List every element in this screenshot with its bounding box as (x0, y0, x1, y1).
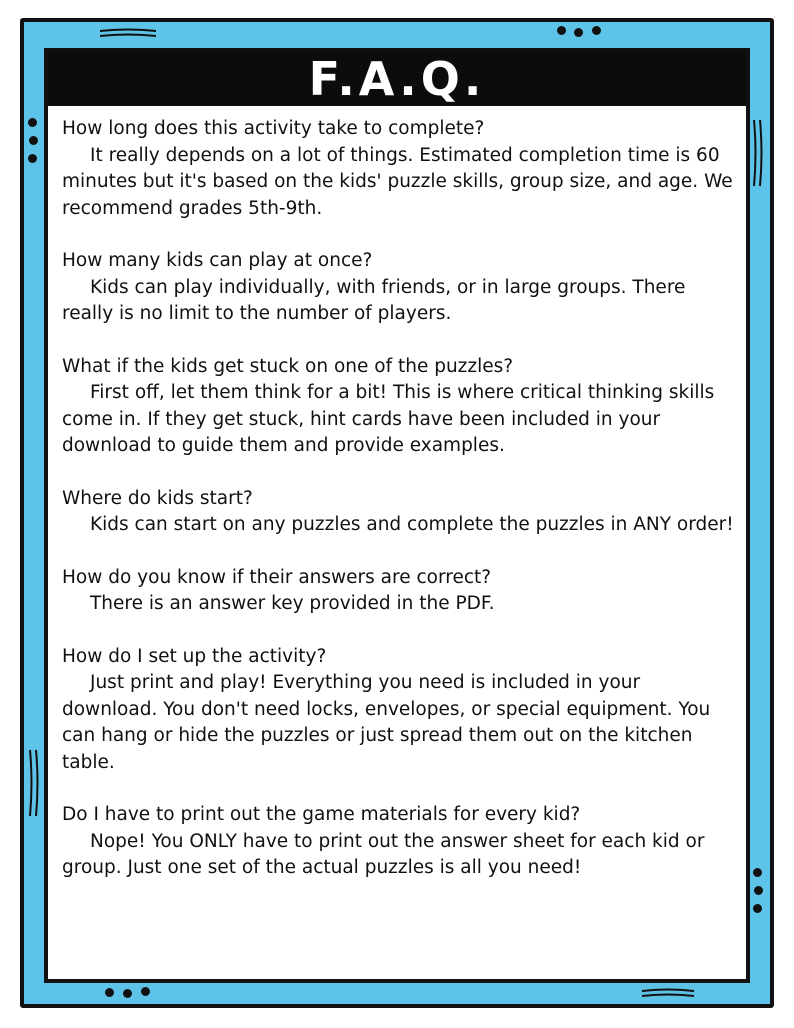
page-frame (20, 18, 774, 1008)
faq-list (62, 116, 736, 908)
squiggle-right (750, 118, 766, 188)
title-bar (48, 52, 746, 106)
squiggle-left (26, 748, 42, 818)
faq-item (62, 486, 736, 539)
faq-answer: Kids can start on any puzzles and complete the puzzles in ANY order! (90, 514, 734, 535)
faq-item (62, 354, 736, 460)
faq-item (62, 802, 736, 882)
faq-item (62, 565, 736, 618)
faq-question: How do you know if their answers are correct? (62, 566, 492, 588)
faq-answer: First off, let them think for a bit! This is where critical thinking skills come in. If they get stuck, hint cards have been included in your download to guide them and provide examples. (62, 382, 715, 456)
faq-answer: Kids can play individually, with friends, or in large groups. There really is no limit to the number of players. (62, 276, 686, 324)
faq-answer: There is an answer key provided in the PDF. (90, 593, 495, 614)
faq-question: What if the kids get stuck on one of the puzzles? (62, 355, 514, 377)
squiggle-bottom (640, 986, 696, 1000)
faq-item (62, 116, 736, 222)
faq-question: Do I have to print out the game materials for every kid? (62, 804, 581, 825)
faq-item (62, 644, 736, 777)
faq-answer: It really depends on a lot of things. Estimated completion time is 60 minutes but it's based on the kids' puzzle skills, group size, and age. We recommend grades 5th-9th. (62, 144, 733, 219)
faq-question: How long does this activity take to complete? (62, 118, 485, 139)
faq-question: How many kids can play at once? (62, 250, 373, 271)
faq-question: How do I set up the activity? (62, 645, 327, 667)
squiggle-top (98, 26, 158, 40)
faq-answer: Just print and play! Everything you need is included in your download. You don't need locks, envelopes, or special equipment. You can hang or hide the puzzles or just spread them out on the kitchen table. (62, 672, 711, 773)
content-panel (44, 48, 750, 983)
faq-question: Where do kids start? (62, 487, 253, 509)
page-title: F.A.Q. (308, 52, 486, 106)
faq-answer: Nope! You ONLY have to print out the answer sheet for each kid or group. Just one set of the actual puzzles is all you need! (62, 830, 705, 878)
faq-item (62, 248, 736, 328)
